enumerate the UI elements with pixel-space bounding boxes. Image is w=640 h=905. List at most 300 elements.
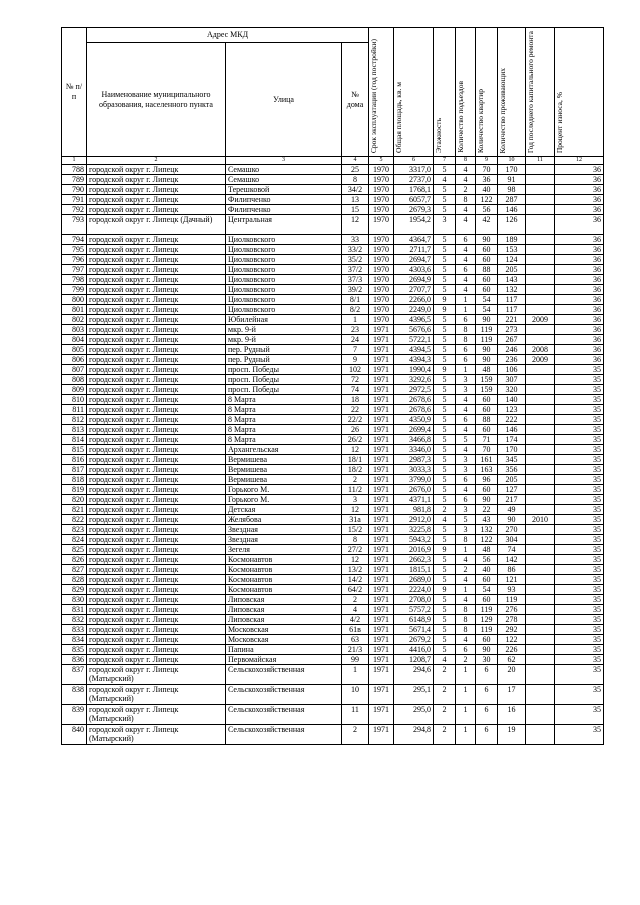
apartments-cell: 60 [476,485,498,495]
floors-cell: 4 [434,515,456,525]
residents-cell: 226 [498,645,526,655]
entrances-cell: 6 [456,475,476,485]
year-cell: 1971 [369,635,394,645]
street-cell: Звездная [226,535,342,545]
entrances-cell: 6 [456,355,476,365]
apartments-cell: 119 [476,605,498,615]
area-cell: 6057,7 [394,195,434,205]
entrances-cell: 1 [456,685,476,705]
apartments-cell: 30 [476,655,498,665]
residents-cell: 304 [498,535,526,545]
table-row [62,515,604,525]
table-row [62,355,604,365]
last-repair-cell [526,545,555,555]
house-cell: 33/2 [342,245,369,255]
last-repair-cell [526,555,555,565]
wear-cell: 36 [555,205,604,215]
municipality-cell: городской округ г. Липецк [87,505,226,515]
year-cell: 1971 [369,435,394,445]
last-repair-cell [526,385,555,395]
year-cell: 1971 [369,525,394,535]
header-street: Улица [226,43,342,157]
area-cell: 2662,3 [394,555,434,565]
column-number: 5 [369,157,394,165]
municipality-cell: городской округ г. Липецк [87,595,226,605]
wear-cell: 36 [555,285,604,295]
house-cell: 33 [342,235,369,245]
last-repair-cell [526,495,555,505]
street-cell: Космонавтов [226,565,342,575]
street-cell: просп. Победы [226,375,342,385]
year-cell: 1971 [369,415,394,425]
municipality-cell: городской округ г. Липецк [87,255,226,265]
table-row [62,295,604,305]
row-number: 835 [62,645,87,655]
street-cell: Сельскохозяйственная [226,685,342,705]
apartments-cell: 60 [476,575,498,585]
municipality-cell: городской округ г. Липецк [87,365,226,375]
house-cell: 11/2 [342,485,369,495]
entrances-cell: 8 [456,195,476,205]
area-cell: 2708,0 [394,595,434,605]
municipality-cell: городской округ г. Липецк [87,285,226,295]
last-repair-cell [526,635,555,645]
last-repair-cell [526,285,555,295]
apartments-cell: 129 [476,615,498,625]
residents-cell: 19 [498,725,526,745]
municipality-cell: городской округ г. Липецк [87,205,226,215]
residents-cell: 345 [498,455,526,465]
apartments-cell: 163 [476,465,498,475]
wear-cell: 35 [555,515,604,525]
municipality-cell: городской округ г. Липецк [87,175,226,185]
year-cell: 1971 [369,585,394,595]
area-cell: 6148,9 [394,615,434,625]
year-cell: 1971 [369,655,394,665]
street-cell: Липовская [226,595,342,605]
table-row [62,375,604,385]
row-number: 789 [62,175,87,185]
house-cell: 9 [342,355,369,365]
floors-cell: 5 [434,405,456,415]
area-cell: 1768,1 [394,185,434,195]
column-number: 7 [434,157,456,165]
apartments-cell: 90 [476,235,498,245]
floors-cell: 2 [434,705,456,725]
year-cell: 1971 [369,535,394,545]
area-cell: 981,8 [394,505,434,515]
row-number: 803 [62,325,87,335]
wear-cell: 35 [555,395,604,405]
table-row [62,235,604,245]
municipality-cell: городской округ г. Липецк (Матырский) [87,705,226,725]
municipality-cell: городской округ г. Липецк [87,465,226,475]
table-row [62,445,604,455]
area-cell: 3225,8 [394,525,434,535]
table-row [62,545,604,555]
entrances-cell: 4 [456,275,476,285]
entrances-cell: 6 [456,415,476,425]
row-number: 820 [62,495,87,505]
entrances-cell: 1 [456,725,476,745]
row-number: 815 [62,445,87,455]
floors-cell: 3 [434,215,456,235]
entrances-cell: 4 [456,595,476,605]
year-cell: 1970 [369,185,394,195]
house-cell: 22/2 [342,415,369,425]
header-area: Общая площадь, кв. м [394,28,434,157]
municipality-cell: городской округ г. Липецк [87,245,226,255]
area-cell: 2678,6 [394,395,434,405]
table-row [62,435,604,445]
entrances-cell: 2 [456,185,476,195]
residents-cell: 142 [498,555,526,565]
street-cell: Терешковой [226,185,342,195]
street-cell: Циолковского [226,245,342,255]
residents-cell: 146 [498,425,526,435]
municipality-cell: городской округ г. Липецк [87,575,226,585]
house-cell: 12 [342,505,369,515]
row-number: 825 [62,545,87,555]
municipality-cell: городской округ г. Липецк [87,475,226,485]
table-row [62,425,604,435]
entrances-cell: 6 [456,235,476,245]
floors-cell: 5 [434,165,456,175]
wear-cell: 36 [555,235,604,245]
last-repair-cell [526,565,555,575]
year-cell: 1970 [369,295,394,305]
entrances-cell: 8 [456,535,476,545]
municipality-cell: городской округ г. Липецк [87,405,226,415]
entrances-cell: 1 [456,365,476,375]
apartments-cell: 60 [476,595,498,605]
floors-cell: 2 [434,725,456,745]
apartments-cell: 60 [476,635,498,645]
area-cell: 4416,0 [394,645,434,655]
table-row [62,685,604,705]
house-cell: 18/2 [342,465,369,475]
residents-cell: 307 [498,375,526,385]
floors-cell: 5 [434,315,456,325]
row-number: 832 [62,615,87,625]
year-cell: 1970 [369,275,394,285]
street-cell: Горького М. [226,485,342,495]
street-cell: Семашко [226,175,342,185]
floors-cell: 2 [434,685,456,705]
street-cell: Циолковского [226,295,342,305]
street-cell: Желябова [226,515,342,525]
house-cell: 27/2 [342,545,369,555]
wear-cell: 35 [555,495,604,505]
wear-cell: 36 [555,295,604,305]
residents-cell: 124 [498,255,526,265]
wear-cell: 36 [555,165,604,175]
house-cell: 1 [342,315,369,325]
last-repair-cell [526,455,555,465]
floors-cell: 5 [434,385,456,395]
residents-cell: 356 [498,465,526,475]
table-row [62,345,604,355]
row-number: 793 [62,215,87,235]
floors-cell: 5 [434,235,456,245]
last-repair-cell: 2009 [526,315,555,325]
residents-cell: 106 [498,365,526,375]
residents-cell: 217 [498,495,526,505]
house-cell: 7 [342,345,369,355]
area-cell: 295,1 [394,685,434,705]
year-cell: 1971 [369,495,394,505]
residents-cell: 189 [498,235,526,245]
entrances-cell: 4 [456,425,476,435]
table-row [62,305,604,315]
year-cell: 1970 [369,285,394,295]
row-number: 806 [62,355,87,365]
floors-cell: 9 [434,585,456,595]
table-row [62,195,604,205]
year-cell: 1970 [369,235,394,245]
entrances-cell: 4 [456,555,476,565]
house-cell: 13 [342,195,369,205]
last-repair-cell [526,475,555,485]
residents-cell: 121 [498,575,526,585]
municipality-cell: городской округ г. Липецк [87,525,226,535]
floors-cell: 5 [434,425,456,435]
residents-cell: 140 [498,395,526,405]
street-cell: 8 Марта [226,425,342,435]
street-cell: пер. Рудный [226,355,342,365]
row-number: 833 [62,625,87,635]
apartments-cell: 119 [476,625,498,635]
entrances-cell: 5 [456,435,476,445]
last-repair-cell [526,645,555,655]
column-number: 9 [476,157,498,165]
entrances-cell: 3 [456,385,476,395]
floors-cell: 5 [434,335,456,345]
floors-cell: 5 [434,245,456,255]
apartments-cell: 6 [476,665,498,685]
wear-cell: 35 [555,705,604,725]
year-cell: 1971 [369,445,394,455]
housing-register-sheet [61,27,602,745]
street-cell: Первомайская [226,655,342,665]
municipality-cell: городской округ г. Липецк [87,645,226,655]
entrances-cell: 1 [456,665,476,685]
table-row [62,645,604,655]
house-cell: 37/2 [342,265,369,275]
apartments-cell: 90 [476,345,498,355]
municipality-cell: городской округ г. Липецк [87,185,226,195]
street-cell: Московская [226,635,342,645]
year-cell: 1971 [369,485,394,495]
last-repair-cell [526,415,555,425]
area-cell: 5943,2 [394,535,434,545]
floors-cell: 5 [434,495,456,505]
entrances-cell: 4 [456,245,476,255]
house-cell: 64/2 [342,585,369,595]
floors-cell: 5 [434,485,456,495]
row-number: 830 [62,595,87,605]
municipality-cell: городской округ г. Липецк [87,635,226,645]
house-cell: 15 [342,205,369,215]
residents-cell: 270 [498,525,526,535]
floors-cell: 5 [434,535,456,545]
street-cell: Липовская [226,615,342,625]
row-number: 838 [62,685,87,705]
last-repair-cell: 2008 [526,345,555,355]
table-row [62,535,604,545]
floors-cell: 9 [434,545,456,555]
house-cell: 8 [342,175,369,185]
municipality-cell: городской округ г. Липецк [87,165,226,175]
last-repair-cell [526,325,555,335]
wear-cell: 36 [555,175,604,185]
house-cell: 3 [342,495,369,505]
apartments-cell: 56 [476,555,498,565]
house-cell: 25 [342,165,369,175]
row-number: 812 [62,415,87,425]
residents-cell: 74 [498,545,526,555]
wear-cell: 35 [555,665,604,685]
municipality-cell: городской округ г. Липецк [87,545,226,555]
apartments-cell: 48 [476,545,498,555]
house-cell: 8/1 [342,295,369,305]
area-cell: 2016,9 [394,545,434,555]
row-number: 799 [62,285,87,295]
entrances-cell: 8 [456,325,476,335]
house-cell: 35/2 [342,255,369,265]
row-number: 822 [62,515,87,525]
year-cell: 1971 [369,455,394,465]
last-repair-cell [526,605,555,615]
entrances-cell: 2 [456,655,476,665]
entrances-cell: 4 [456,205,476,215]
wear-cell: 36 [555,275,604,285]
row-number: 805 [62,345,87,355]
street-cell: Звездная [226,525,342,535]
street-cell: 8 Марта [226,405,342,415]
street-cell: Горького М. [226,495,342,505]
year-cell: 1970 [369,205,394,215]
last-repair-cell [526,585,555,595]
table-row [62,505,604,515]
year-cell: 1971 [369,475,394,485]
entrances-cell: 3 [456,525,476,535]
street-cell: Филипченко [226,205,342,215]
area-cell: 295,0 [394,705,434,725]
last-repair-cell [526,215,555,235]
residents-cell: 91 [498,175,526,185]
house-cell: 37/3 [342,275,369,285]
residents-cell: 287 [498,195,526,205]
column-number: 10 [498,157,526,165]
year-cell: 1970 [369,255,394,265]
area-cell: 2224,0 [394,585,434,595]
street-cell: Сельскохозяйственная [226,725,342,745]
wear-cell: 36 [555,315,604,325]
municipality-cell: городской округ г. Липецк [87,305,226,315]
table-row [62,255,604,265]
residents-cell: 273 [498,325,526,335]
residents-cell: 221 [498,315,526,325]
area-cell: 2699,4 [394,425,434,435]
area-cell: 4364,7 [394,235,434,245]
floors-cell: 5 [434,445,456,455]
column-number: 3 [226,157,342,165]
street-cell: Сельскохозяйственная [226,665,342,685]
row-number: 828 [62,575,87,585]
house-cell: 10 [342,685,369,705]
residents-cell: 236 [498,355,526,365]
year-cell: 1971 [369,615,394,625]
wear-cell: 35 [555,435,604,445]
last-repair-cell [526,165,555,175]
municipality-cell: городской округ г. Липецк [87,535,226,545]
floors-cell: 4 [434,655,456,665]
year-cell: 1970 [369,215,394,235]
wear-cell: 35 [555,615,604,625]
area-cell: 2249,0 [394,305,434,315]
column-number: 2 [87,157,226,165]
street-cell: 8 Марта [226,435,342,445]
row-number: 819 [62,485,87,495]
last-repair-cell [526,655,555,665]
apartments-cell: 56 [476,205,498,215]
row-number: 794 [62,235,87,245]
last-repair-cell [526,195,555,205]
table-row [62,595,604,605]
municipality-cell: городской округ г. Липецк [87,315,226,325]
residents-cell: 170 [498,165,526,175]
apartments-cell: 60 [476,405,498,415]
year-cell: 1971 [369,625,394,635]
table-row [62,335,604,345]
wear-cell: 35 [555,545,604,555]
table-row [62,705,604,725]
floors-cell: 5 [434,575,456,585]
year-cell: 1971 [369,595,394,605]
area-cell: 1954,2 [394,215,434,235]
table-row [62,415,604,425]
last-repair-cell [526,245,555,255]
last-repair-cell [526,445,555,455]
last-repair-cell [526,485,555,495]
area-cell: 2266,0 [394,295,434,305]
column-number-row [62,157,604,165]
street-cell: 8 Марта [226,415,342,425]
street-cell: мкр. 9-й [226,325,342,335]
table-row [62,205,604,215]
apartments-cell: 43 [476,515,498,525]
municipality-cell: городской округ г. Липецк [87,445,226,455]
wear-cell: 36 [555,215,604,235]
table-row [62,585,604,595]
street-cell: Детская [226,505,342,515]
apartments-cell: 60 [476,255,498,265]
table-row [62,215,604,235]
house-cell: 31а [342,515,369,525]
house-cell: 4 [342,605,369,615]
floors-cell: 5 [434,605,456,615]
apartments-cell: 88 [476,265,498,275]
last-repair-cell [526,375,555,385]
year-cell: 1970 [369,305,394,315]
municipality-cell: городской округ г. Липецк [87,235,226,245]
header-floors: Этажность [434,28,456,157]
row-number: 797 [62,265,87,275]
floors-cell: 9 [434,305,456,315]
street-cell: Липовская [226,605,342,615]
last-repair-cell [526,235,555,245]
